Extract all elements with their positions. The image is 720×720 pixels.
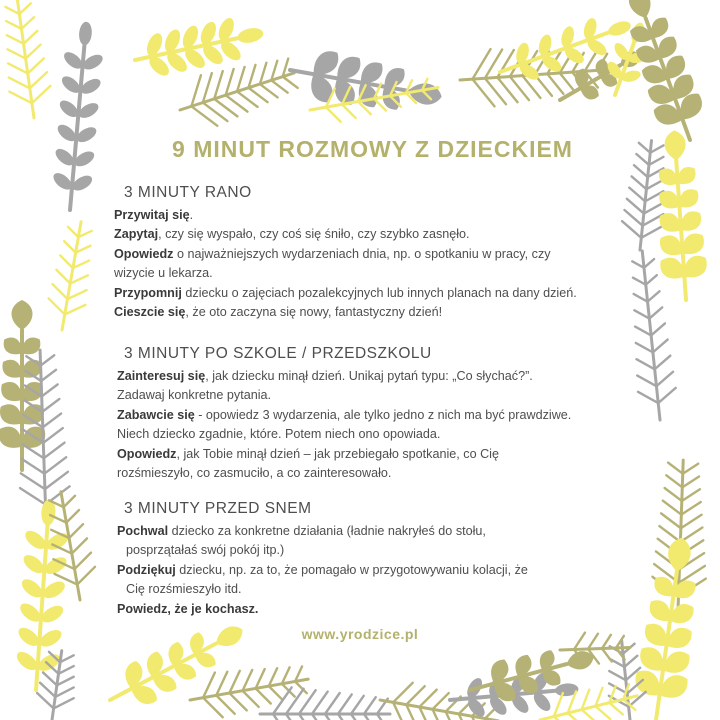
list-item-continuation: rozśmieszyło, co zasmuciło, a co zainteresowało. [117,466,392,481]
list-item: Przywitaj się. [114,208,194,222]
section-heading-morning: 3 MINUTY RANO [124,184,252,201]
list-item: Opowiedz, jak Tobie minął dzień – jak przebiegało spotkanie, co Cię [117,446,499,461]
website-link[interactable]: www.yrodzice.pl [301,626,419,642]
list-item: Zainteresuj się, jak dziecku minął dzień. Unikaj pytań typu: „Co słychać?”. [117,369,533,383]
plant-branch-icon [463,632,600,715]
page-title: 9 MINUT ROZMOWY Z DZIECKIEM [172,136,573,162]
list-item: Cieszcie się, że oto zaczyna się nowy, fantastyczny dzień! [114,305,443,320]
list-item-continuation: Cię rozśmieszyło itd. [126,582,242,597]
plant-branch-icon [97,605,255,720]
section-heading-after-school: 3 MINUTY PO SZKOLE / PRZEDSZKOLU [124,345,432,362]
fern-frond-icon [260,687,390,720]
list-item-continuation: wizycie u lekarza. [114,266,213,281]
list-item: Opowiedz o najważniejszych wydarzeniach dnia, np. o spotkaniu w pracy, czy [114,246,551,261]
plant-branch-icon [285,39,448,127]
list-item: Przypomnij dziecku o zajęciach pozalekcyjnych lub innych planach na dany dzień. [114,285,577,300]
list-item: Pochwal dziecko za konkretne działania (ładnie nakryłeś do stołu, [117,524,486,538]
leafy-sprig-icon [130,9,268,84]
list-item-continuation: Zadawaj konkretne pytania. [117,388,272,403]
section-heading-bedtime: 3 MINUTY PRZED SNEM [124,500,312,517]
list-item: Zabawcie się - opowiedz 3 wydarzenia, ale tylko jedno z nich ma być prawdziwe. [117,407,572,422]
fern-frond-icon [44,218,100,333]
fern-frond-icon [34,648,80,720]
section-body-bedtime [117,522,637,619]
section-body-after-school [117,367,647,483]
list-item: Podziękuj dziecku, np. za to, że pomagało w przygotowywaniu kolacji, że [117,562,528,577]
list-item-continuation: posprzątałaś swój pokój itp.) [126,543,285,558]
leafy-sprig-icon [12,498,74,692]
list-item-continuation: Niech dziecko zgadnie, które. Potem niech ono opowiada. [117,427,441,442]
section-body-morning [114,206,644,322]
list-item: Powiedz, że je kochasz. [117,601,259,616]
list-item: Zapytaj, czy się wyspało, czy coś się śniło, czy szybko zasnęło. [114,227,470,242]
fern-frond-icon [0,0,54,121]
leafy-sprig-icon [48,20,109,212]
